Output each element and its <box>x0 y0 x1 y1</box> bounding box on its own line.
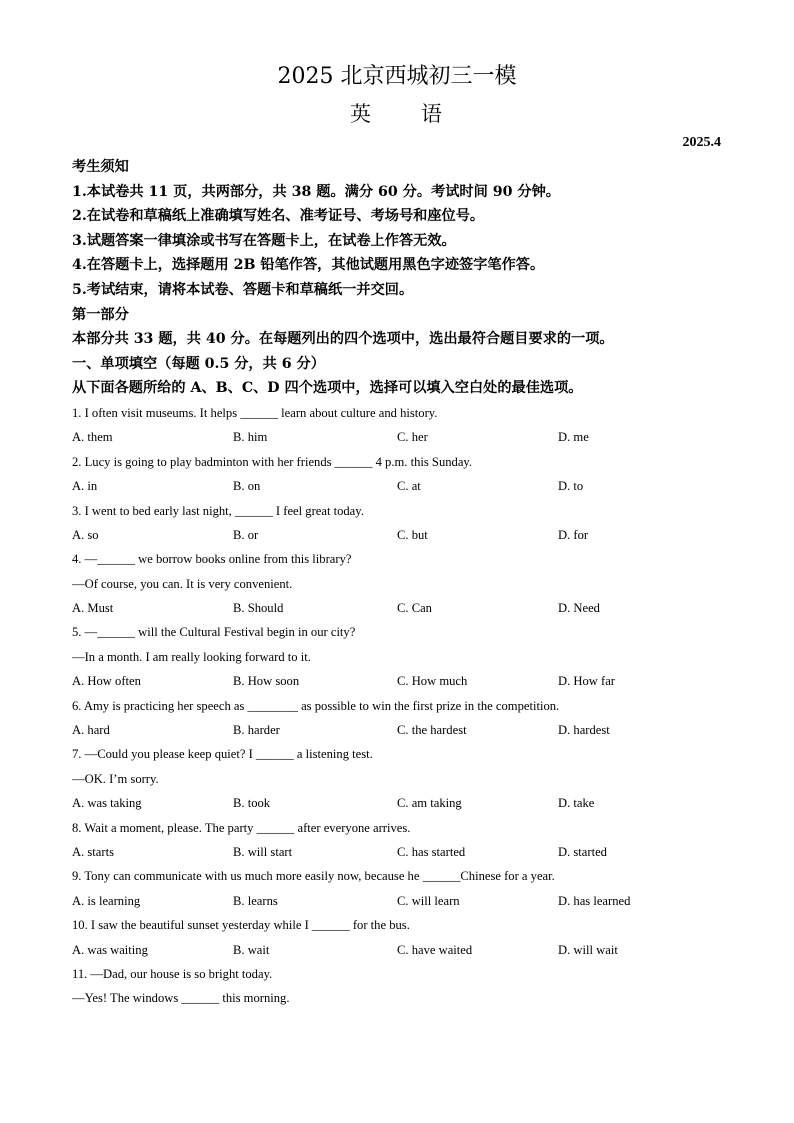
question-8-text: 8. Wait a moment, please. The party ______ after everyone arrives. <box>72 820 411 835</box>
subject-char-2: 语 <box>421 102 444 126</box>
option-a: A. Must <box>72 601 114 616</box>
option-b: B. harder <box>233 723 280 738</box>
option-d: D. to <box>558 479 584 494</box>
question-11-text: 11. —Dad, our house is so bright today. <box>72 966 273 981</box>
notice-item: 5.考试结束，请将本试卷、答题卡和草稿纸一并交回。 <box>72 281 414 298</box>
option-d: D. take <box>558 796 595 811</box>
notice-item: 4.在答题卡上，选择题用 2B 铅笔作答，其他试题用黑色字迹签字笔作答。 <box>72 257 545 274</box>
question-7-reply: —OK. I’m sorry. <box>72 771 159 786</box>
option-d: D. has learned <box>558 893 631 908</box>
option-c: C. but <box>397 527 428 542</box>
option-c: C. Can <box>397 601 432 616</box>
option-a: A. in <box>72 479 98 494</box>
exam-content <box>72 155 742 1011</box>
option-a: A. them <box>72 430 113 445</box>
question-1-options <box>72 425 742 449</box>
option-d: D. hardest <box>558 723 610 738</box>
option-d: D. for <box>558 527 589 542</box>
option-c: C. has started <box>397 844 466 859</box>
option-b: B. learns <box>233 893 278 908</box>
notice-heading: 考生须知 <box>72 159 129 175</box>
question-3-text: 3. I went to bed early last night, ______ I feel great today. <box>72 503 364 518</box>
option-c: C. am taking <box>397 796 462 811</box>
option-a: A. was waiting <box>72 942 148 957</box>
option-a: A. hard <box>72 723 110 738</box>
exam-date: 2025.4 <box>682 135 721 150</box>
option-b: B. wait <box>233 942 270 957</box>
exam-title: 2025 北京西城初三一模 <box>277 64 517 89</box>
question-5-options <box>72 669 742 693</box>
option-b: B. will start <box>233 844 293 859</box>
option-a: A. was taking <box>72 796 142 811</box>
option-d: D. started <box>558 844 607 859</box>
option-a: A. so <box>72 527 99 542</box>
question-11-reply: —Yes! The windows ______ this morning. <box>72 991 290 1006</box>
question-6-options <box>72 718 742 742</box>
subject-char-1: 英 <box>350 102 373 126</box>
option-d: D. Need <box>558 601 600 616</box>
option-c: C. have waited <box>397 942 473 957</box>
option-b: B. Should <box>233 601 284 616</box>
question-7-text: 7. —Could you please keep quiet? I ______ a listening test. <box>72 747 373 762</box>
section-instruction: 从下面各题所给的 A、B、C、D 四个选项中，选择可以填入空白处的最佳选项。 <box>72 380 583 397</box>
option-d: D. How far <box>558 674 616 689</box>
question-4-text: 4. —______ we borrow books online from this library? <box>72 552 352 567</box>
question-9-text: 9. Tony can communicate with us much more easily now, because he ______Chinese for a year. <box>72 869 555 884</box>
question-4-reply: —Of course, you can. It is very convenient. <box>72 576 293 591</box>
question-1-text: 1. I often visit museums. It helps ______ learn about culture and history. <box>72 405 438 420</box>
option-c: C. will learn <box>397 893 460 908</box>
option-b: B. took <box>233 796 271 811</box>
option-c: C. How much <box>397 674 468 689</box>
option-a: A. How often <box>72 674 141 689</box>
question-2-options <box>72 474 742 498</box>
question-2-text: 2. Lucy is going to play badminton with her friends ______ 4 p.m. this Sunday. <box>72 454 473 469</box>
question-7-options <box>72 791 742 815</box>
section-title: 一、单项填空（每题 0.5 分，共 6 分） <box>72 355 325 372</box>
question-6-text: 6. Amy is practicing her speech as ________ as possible to win the first prize in the competition. <box>72 698 560 713</box>
question-8-options <box>72 840 742 864</box>
option-a: A. starts <box>72 844 114 859</box>
option-b: B. him <box>233 430 268 445</box>
option-b: B. How soon <box>233 674 300 689</box>
option-b: B. on <box>233 479 261 494</box>
option-c: C. the hardest <box>397 723 467 738</box>
notice-item: 2.在试卷和草稿纸上准确填写姓名、准考证号、考场号和座位号。 <box>72 208 485 225</box>
part-intro: 本部分共 33 题，共 40 分。在每题列出的四个选项中，选出最符合题目要求的一项。 <box>72 331 614 348</box>
option-b: B. or <box>233 527 259 542</box>
option-d: D. will wait <box>558 942 618 957</box>
question-5-reply: —In a month. I am really looking forward to it. <box>72 649 311 664</box>
notice-item: 1.本试卷共 11 页，共两部分，共 38 题。满分 60 分。考试时间 90 分钟。 <box>72 183 560 200</box>
part-heading: 第一部分 <box>72 306 129 323</box>
subject-title <box>0 99 794 129</box>
question-9-options <box>72 889 742 913</box>
question-5-text: 5. —______ will the Cultural Festival begin in our city? <box>72 625 356 640</box>
question-4-options <box>72 596 742 620</box>
question-10-options <box>72 938 742 962</box>
option-c: C. at <box>397 479 421 494</box>
option-a: A. is learning <box>72 893 141 908</box>
question-3-options <box>72 523 742 547</box>
notice-item: 3.试题答案一律填涂或书写在答题卡上，在试卷上作答无效。 <box>72 232 456 249</box>
option-c: C. her <box>397 430 428 445</box>
option-d: D. me <box>558 430 589 445</box>
question-10-text: 10. I saw the beautiful sunset yesterday while I ______ for the bus. <box>72 918 410 933</box>
